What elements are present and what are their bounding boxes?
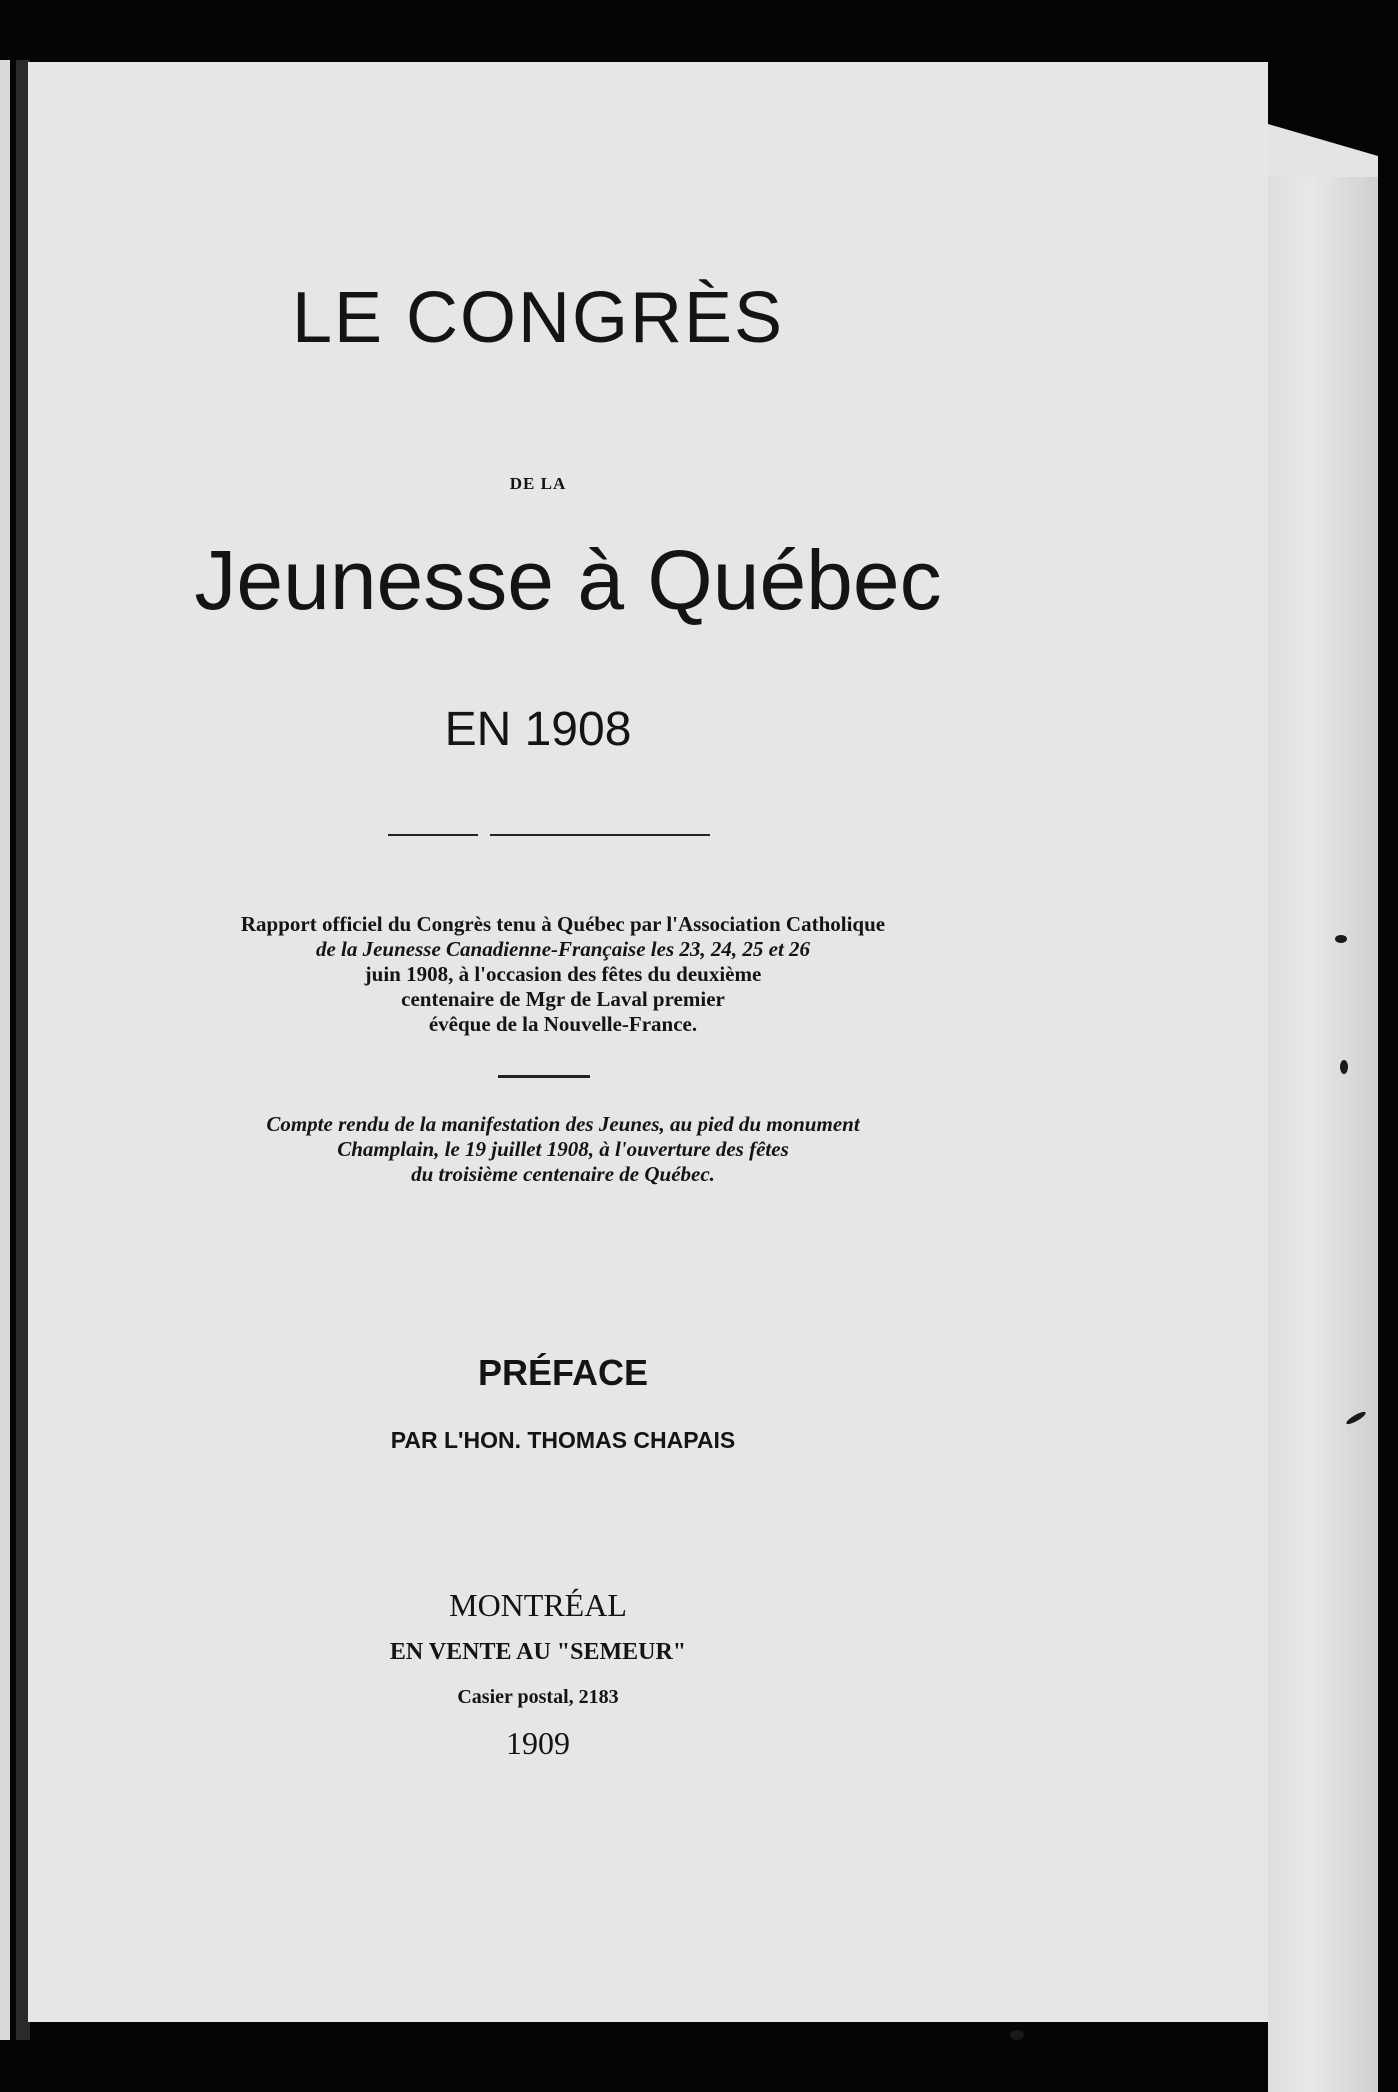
rapport-line-4: centenaire de Mgr de Laval premier — [401, 987, 725, 1011]
divider-rule-1a — [388, 834, 478, 836]
rapport-paragraph — [123, 912, 1003, 1037]
compte-line-2: Champlain, le 19 juillet 1908, à l'ouverture des fêtes — [337, 1137, 789, 1161]
rapport-line-2: de la Jeunesse Canadienne-Française les 23, 24, 25 et 26 — [315, 937, 811, 961]
divider-rule-1b — [490, 834, 710, 836]
preface-author: PAR L'HON. THOMAS CHAPAIS — [390, 1427, 736, 1453]
imprint-sale: EN VENTE AU "SEMEUR" — [389, 1639, 687, 1665]
page-stack-edge — [1268, 177, 1378, 2092]
preface-heading: PRÉFACE — [477, 1352, 649, 1393]
scan-speck — [1340, 1060, 1348, 1074]
title-line-4: EN 1908 — [444, 703, 632, 756]
compte-line-1: Compte rendu de la manifestation des Jeunes, au pied du monument — [266, 1112, 860, 1136]
title-page — [28, 62, 1268, 2022]
scan-speck — [1335, 935, 1347, 943]
left-page-strip — [0, 60, 10, 2040]
scan-speck — [1010, 2030, 1024, 2040]
compte-rendu-paragraph — [123, 1112, 1003, 1187]
rapport-line-3: juin 1908, à l'occasion des fêtes du deuxième — [364, 962, 762, 986]
compte-line-3: du troisième centenaire de Québec. — [411, 1162, 715, 1186]
rapport-line-1: Rapport officiel du Congrès tenu à Québec par l'Association Catholique — [240, 912, 886, 936]
title-line-1: LE CONGRÈS — [291, 278, 785, 358]
imprint-postal: Casier postal, 2183 — [457, 1686, 619, 1708]
rapport-line-5: évêque de la Nouvelle-France. — [428, 1012, 698, 1036]
title-line-3: Jeunesse à Québec — [194, 533, 942, 627]
title-line-2: DE LA — [509, 474, 567, 493]
imprint-city: MONTRÉAL — [449, 1587, 627, 1623]
divider-rule-2 — [498, 1075, 590, 1078]
imprint-year: 1909 — [506, 1725, 570, 1761]
